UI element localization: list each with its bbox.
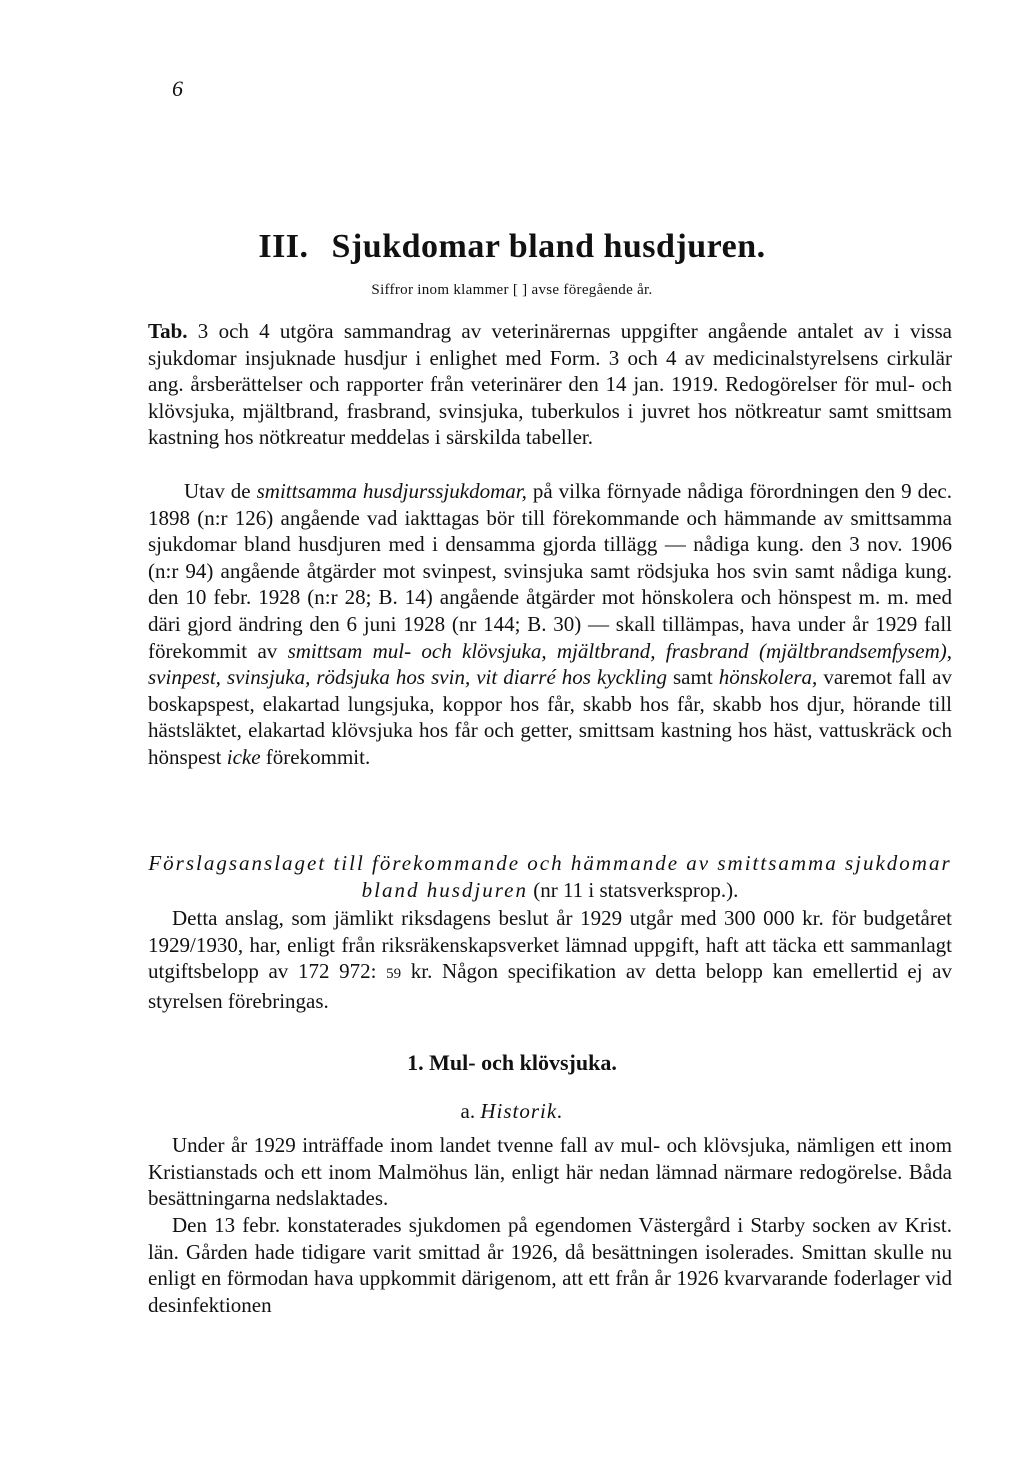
p2-text-1: Utav de [184,479,257,503]
appropriation-heading-plain: (nr 11 i statsverksprop.). [527,877,739,902]
subsection-title: Historik. [480,1099,564,1123]
chapter-numeral: III. [258,228,309,265]
paragraph-tables [148,318,952,451]
tab-label: Tab. [148,319,188,343]
paragraph-tables-text: 3 och 4 utgöra sammandrag av veterinärernas uppgifter angående antalet av i vissa sjukdomar insjuknade husdjur i enlighet med Form. 3 och 4 av medicinalstyrelsens cirkulär ang. årsberättelser och rapporter från veterinärer den 14 jan. 1919. Redogörelser för mul- och klövsjuka, mjältbrand, frasbrand, svinsjuka, tuberkulos i juvret hos nötkreatur samt smittsam kastning hos nötkreatur meddelas i särskilda tabeller. [148,319,952,450]
section-heading: 1. Mul- och klövsjuka. [407,1050,617,1075]
page-number: 6 [172,76,183,101]
appropriation-heading [148,850,952,903]
subsection-prefix: a. [460,1099,481,1123]
p2-italic-4: icke [226,744,261,769]
p3-ore: 59 [386,966,402,983]
p2-italic-1: smittsamma husdjurssjukdomar, [256,479,527,503]
p2-italic-3: hönskolera, [718,665,818,690]
p3-text-b: kr. Någon specifikation av detta belopp kan emellertid ej av styrelsen förebringas. [148,959,953,1013]
paragraph-appropriation [148,905,952,1014]
paragraph-starby: Den 13 febr. konstaterades sjukdomen på egendomen Västergård i Starby socken av Krist. län. Gården hade tidigare varit smittad år 1926, då besättningen isolerades. Smittan skulle nu enligt en förmodan hava uppkommit därigenom, att ett från år 1926 kvarvarande foderlager vid desinfektionen [148,1213,952,1317]
paragraph-contagious-diseases [148,478,952,771]
appropriation-heading-italic: Förslagsanslaget till förekommande och hämmande av smittsamma sjukdomar bland husdjuren [148,851,952,902]
p2-text-2: på vilka förnyade nådiga förordningen den 9 dec. 1898 (n:r 126) angående vad iakttagas bör till förekommande och hämmande av smittsamma sjukdomar bland husdjuren med i densamma gjorda tillägg — nådiga kung. den 3 nov. 1906 (n:r 94) angående åtgärder mot svinpest, svinsjuka samt rödsjuka hos svin samt nådiga kung. den 10 febr. 1928 (n:r 28; B. 14) angående åtgärder mot hönskolera och hönspest m. m. med däri gjord ändring den 6 juni 1928 (nr 144; B. 30) — skall tillämpas, hava under år 1929 fall förekommit av [148,479,952,663]
p3-text-a: Detta anslag, som jämlikt riksdagens beslut år 1929 utgår med 300 000 kr. för budgetåret 1929/1930, har, enligt från riksräkenskapsverket lämnad uppgift, haft att täcka ett sammanlagt utgiftsbelopp av 172 972: [148,906,952,984]
chapter-note: Siffror inom klammer [ ] avse föregående år. [371,282,653,298]
p2-text-5: förekommit. [260,744,371,769]
chapter-title [0,228,1024,266]
p2-text-3: samt [666,665,719,690]
chapter-title-text: Sjukdomar bland husdjuren. [331,228,766,265]
p2-text-4: varemot fall av boskapspest, elakartad lungsjuka, koppor hos får, skabb hos får, skabb hos djur, hörande till hästsläktet, elakartad klövsjuka hos får och getter, smittsam kastning hos häst, vattuskräck och hönspest [148,665,952,769]
p2-italic-2: smittsam mul- och klövsjuka, mjältbrand, frasbrand (mjältbrandsemfysem), svinpest, svinsjuka, rödsjuka hos svin, vit diarré hos kyckling [148,638,952,690]
paragraph-history: Under år 1929 inträffade inom landet tvenne fall av mul- och klövsjuka, nämligen ett inom Kristianstads och ett inom Malmöhus län, enligt här nedan lämnad närmare redogörelse. Båda besättningarna nedslaktades. [148,1133,952,1211]
subsection-heading [0,1099,1024,1124]
